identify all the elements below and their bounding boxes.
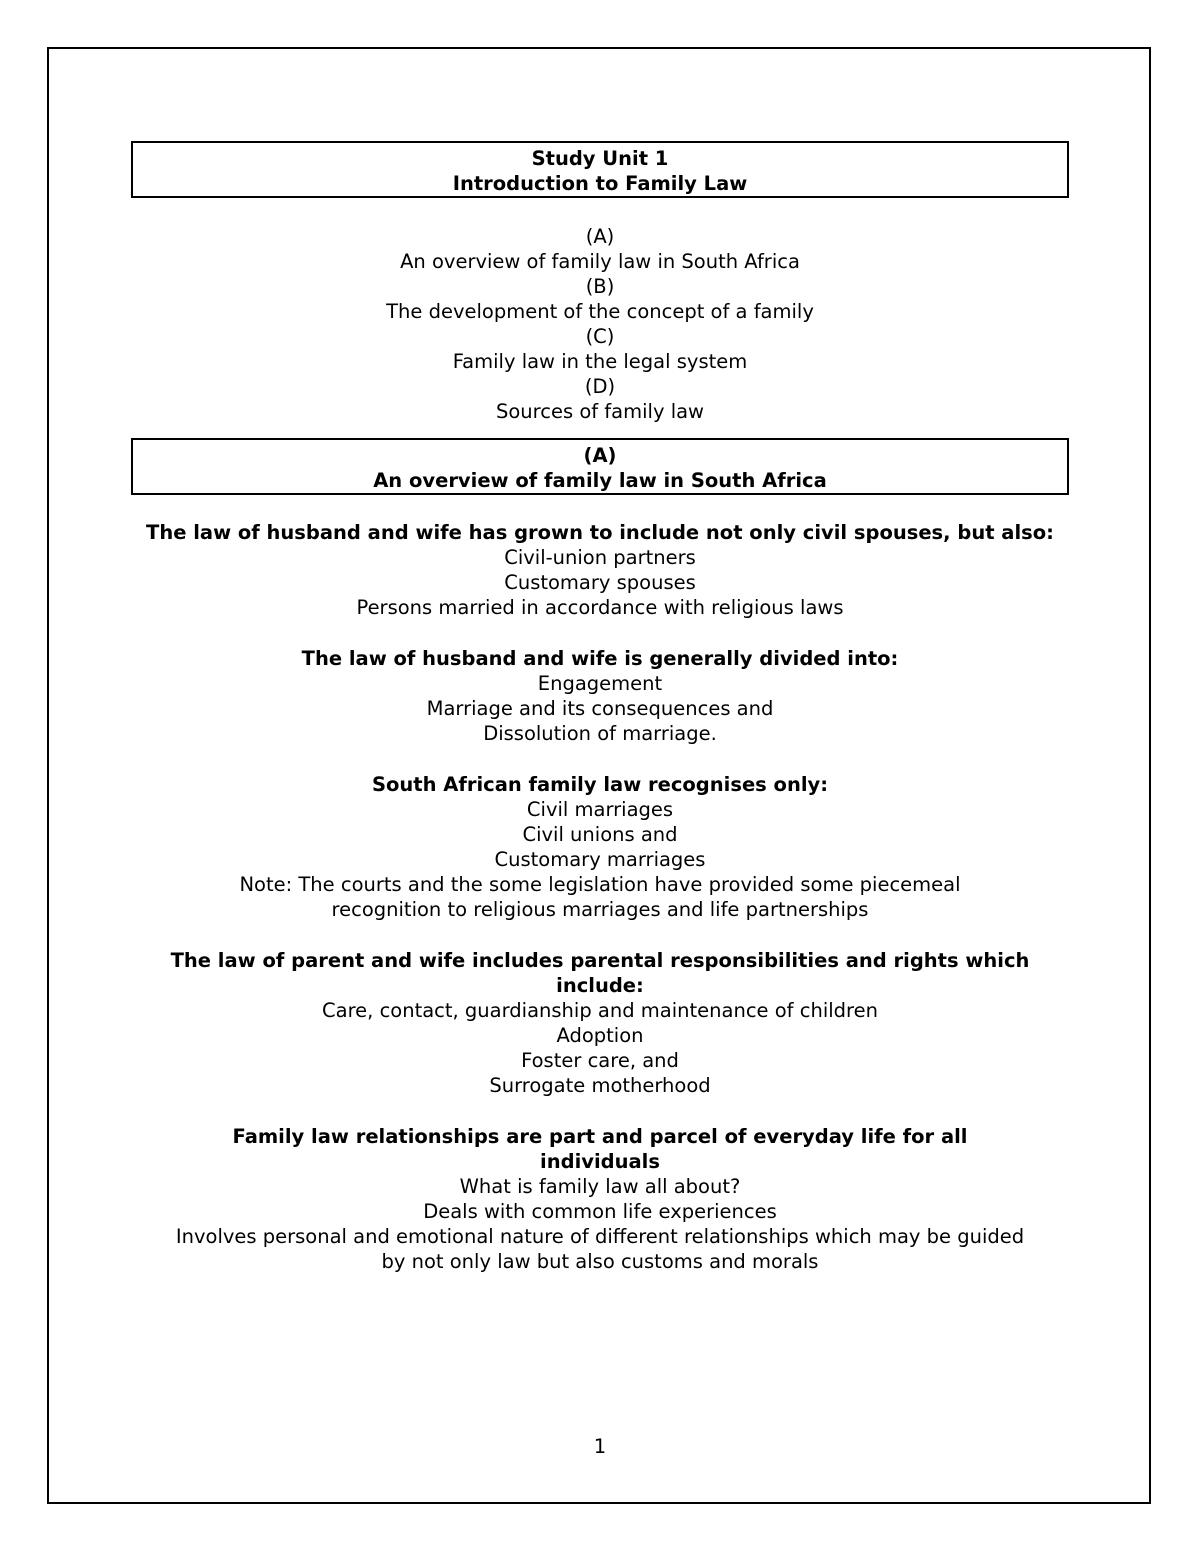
block-heading: The law of husband and wife is generally divided into: <box>301 647 899 670</box>
block-note: Note: The courts and the some legislation have provided some piecemeal recognition to religious marriages and life partnerships <box>239 873 961 921</box>
study-unit-number: Study Unit 1 <box>531 147 669 170</box>
toc-item: Family law in the legal system <box>452 350 748 373</box>
toc-letter: (A) <box>585 225 615 248</box>
section-title: An overview of family law in South Africa <box>373 469 827 492</box>
block-heading: South African family law recognises only: <box>371 773 829 796</box>
content-block <box>131 1124 1069 1274</box>
block-item: Deals with common life experiences <box>423 1200 777 1223</box>
study-unit-title-box <box>131 141 1069 198</box>
content-block <box>131 646 1069 746</box>
toc-letter: (C) <box>585 325 615 348</box>
block-item: Surrogate motherhood <box>489 1074 711 1097</box>
page-number: 1 <box>593 1435 607 1458</box>
study-unit-title: Introduction to Family Law <box>452 172 748 195</box>
section-body <box>131 520 1069 1274</box>
block-item: Involves personal and emotional nature of different relationships which may be guided by not only law but also customs and morals <box>175 1225 1025 1273</box>
block-item: Adoption <box>556 1024 644 1047</box>
block-item: Civil-union partners <box>504 546 696 569</box>
block-heading: The law of parent and wife includes parental responsibilities and rights which include: <box>170 949 1030 997</box>
block-item: Dissolution of marriage. <box>483 722 717 745</box>
section-heading-box <box>131 438 1069 495</box>
block-item: Engagement <box>537 672 663 695</box>
block-item: Civil unions and <box>522 823 678 846</box>
block-heading: The law of husband and wife has grown to include not only civil spouses, but also: <box>146 521 1054 544</box>
document-content <box>131 141 1069 1274</box>
table-of-contents <box>131 224 1069 424</box>
block-item: Foster care, and <box>521 1049 679 1072</box>
block-item: Care, contact, guardianship and maintenance of children <box>322 999 878 1022</box>
content-block <box>131 520 1069 620</box>
block-item: Persons married in accordance with religious laws <box>356 596 844 619</box>
toc-letter: (D) <box>584 375 616 398</box>
content-block <box>131 948 1069 1098</box>
block-item: Customary marriages <box>494 848 706 871</box>
block-heading: Family law relationships are part and parcel of everyday life for all individuals <box>232 1125 968 1173</box>
toc-item: An overview of family law in South Africa <box>400 250 800 273</box>
content-block <box>131 772 1069 922</box>
toc-item: The development of the concept of a family <box>386 300 814 323</box>
block-item: What is family law all about? <box>459 1175 741 1198</box>
toc-item: Sources of family law <box>495 400 705 423</box>
toc-letter: (B) <box>585 275 615 298</box>
section-letter: (A) <box>583 444 617 467</box>
block-item: Marriage and its consequences and <box>426 697 774 720</box>
block-item: Customary spouses <box>504 571 696 594</box>
block-item: Civil marriages <box>526 798 674 821</box>
